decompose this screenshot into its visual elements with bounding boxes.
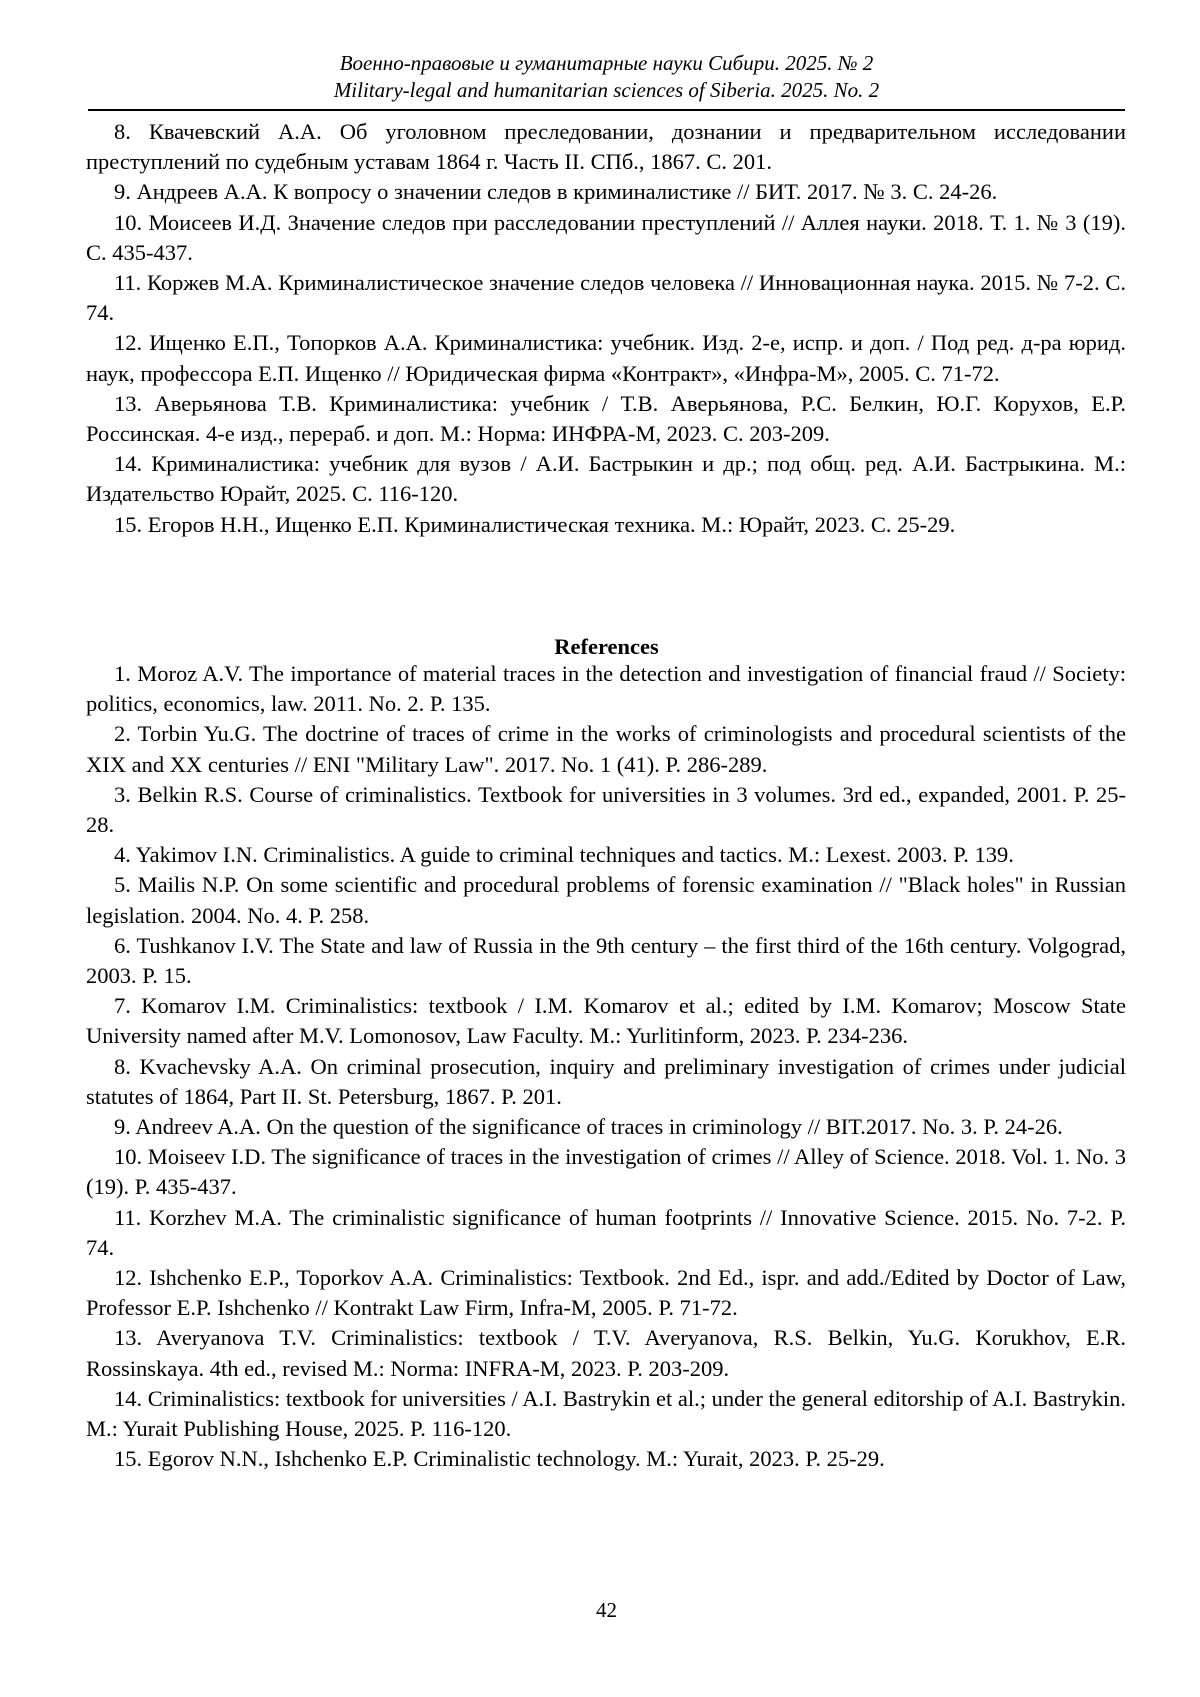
reference-item: 2. Torbin Yu.G. The doctrine of traces of crime in the works of criminologists and procedural scientists of the XIX and XX centuries // ENI "Military Law". 2017. No. 1 (41). P. 286-289. (86, 721, 1126, 777)
reference-item: 8. Квачевский А.А. Об уголовном преследовании, дознании и предварительном исследовании преступлений по судебным уставам 1864 г. Часть II. СПб., 1867. С. 201. (86, 119, 1126, 175)
english-reference-list (86, 659, 1126, 1474)
reference-item: 7. Komarov I.M. Criminalistics: textbook / I.M. Komarov et al.; edited by I.M. Komarov; Moscow State University named after M.V. Lomonosov, Law Faculty. M.: Yurlitinform, 2023. P. 234-236. (86, 993, 1126, 1049)
russian-reference-list (86, 117, 1126, 540)
reference-item: 4. Yakimov I.N. Criminalistics. A guide to criminal techniques and tactics. M.: Lexest. 2003. P. 139. (114, 842, 1014, 868)
journal-title-en: Military-legal and humanitarian sciences of Siberia. 2025. No. 2 (333, 78, 880, 102)
references-heading: References (554, 634, 659, 659)
reference-item: 3. Belkin R.S. Course of criminalistics. Textbook for universities in 3 volumes. 3rd ed., expanded, 2001. P. 25-28. (86, 781, 1126, 838)
reference-item: 1. Moroz A.V. The importance of material traces in the detection and investigation of financial fraud // Society: politics, economics, law. 2011. No. 2. P. 135. (86, 661, 1126, 717)
reference-item: 11. Korzhev M.A. The criminalistic significance of human footprints // Innovative Science. 2015. No. 7-2. P. 74. (86, 1204, 1126, 1260)
running-header (88, 50, 1125, 104)
journal-title-ru: Военно-правовые и гуманитарные науки Сибири. 2025. № 2 (339, 51, 874, 75)
reference-item: 10. Моисеев И.Д. Значение следов при расследовании преступлений // Аллея науки. 2018. Т. 1. № 3 (19). С. 435-437. (86, 209, 1126, 265)
reference-item: 6. Tushkanov I.V. The State and law of Russia in the 9th century – the first third of the 16th century. Volgograd, 2003. P. 15. (86, 932, 1126, 989)
reference-item: 12. Ищенко Е.П., Топорков А.А. Криминалистика: учебник. Изд. 2-е, испр. и доп. / Под ред. д-ра юрид. наук, профессора Е.П. Ищенко // Юридическая фирма «Контракт», «Инфра-М», 2005. С. 71-72. (86, 330, 1126, 386)
reference-item: 14. Criminalistics: textbook for universities / A.I. Bastrykin et al.; under the general editorship of A.I. Bastrykin. M.: Yurait Publishing House, 2025. P. 116-120. (86, 1385, 1126, 1442)
reference-item: 13. Averyanova T.V. Criminalistics: textbook / T.V. Averyanova, R.S. Belkin, Yu.G. Korukhov, E.R. Rossinskaya. 4th ed., revised M.: Norma: INFRA-M, 2023. P. 203-209. (86, 1325, 1126, 1381)
reference-item: 13. Аверьянова Т.В. Криминалистика: учебник / Т.В. Аверьянова, Р.С. Белкин, Ю.Г. Корухов, Е.Р. Россинская. 4-е изд., перераб. и доп. М.: Норма: ИНФРА-М, 2023. С. 203-209. (86, 390, 1126, 447)
reference-item: 5. Mailis N.P. On some scientific and procedural problems of forensic examination // "Black holes" in Russian legislation. 2004. No. 4. P. 258. (86, 872, 1126, 928)
reference-item: 11. Коржев М.А. Криминалистическое значение следов человека // Инновационная наука. 2015. № 7-2. С. 74. (86, 270, 1126, 326)
reference-item: 12. Ishchenko E.P., Toporkov A.A. Criminalistics: Textbook. 2nd Ed., ispr. and add./Edited by Doctor of Law, Professor E.P. Ishchenko // Kontrakt Law Firm, Infra-M, 2005. P. 71-72. (86, 1265, 1126, 1321)
reference-item: 15. Egorov N.N., Ishchenko E.P. Criminalistic technology. M.: Yurait, 2023. P. 25-29. (114, 1446, 885, 1472)
reference-item: 9. Андреев А.А. К вопросу о значении следов в криминалистике // БИТ. 2017. № 3. С. 24-26. (114, 179, 998, 205)
reference-item: 10. Moiseev I.D. The significance of traces in the investigation of crimes // Alley of Science. 2018. Vol. 1. No. 3 (19). P. 435-437. (86, 1144, 1126, 1200)
reference-item: 15. Егоров Н.Н., Ищенко Е.П. Криминалистическая техника. М.: Юрайт, 2023. С. 25-29. (114, 511, 956, 537)
page-number: 42 (596, 1598, 617, 1622)
reference-item: 14. Криминалистика: учебник для вузов / А.И. Бастрыкин и др.; под общ. ред. А.И. Бастрыкина. М.: Издательство Юрайт, 2025. С. 116-120. (86, 451, 1126, 507)
reference-item: 9. Andreev A.A. On the question of the significance of traces in criminology // BIT.2017. No. 3. P. 24-26. (114, 1114, 1063, 1140)
reference-item: 8. Kvachevsky A.A. On criminal prosecution, inquiry and preliminary investigation of crimes under judicial statutes of 1864, Part II. St. Petersburg, 1867. P. 201. (86, 1053, 1126, 1109)
header-rule (88, 109, 1125, 111)
